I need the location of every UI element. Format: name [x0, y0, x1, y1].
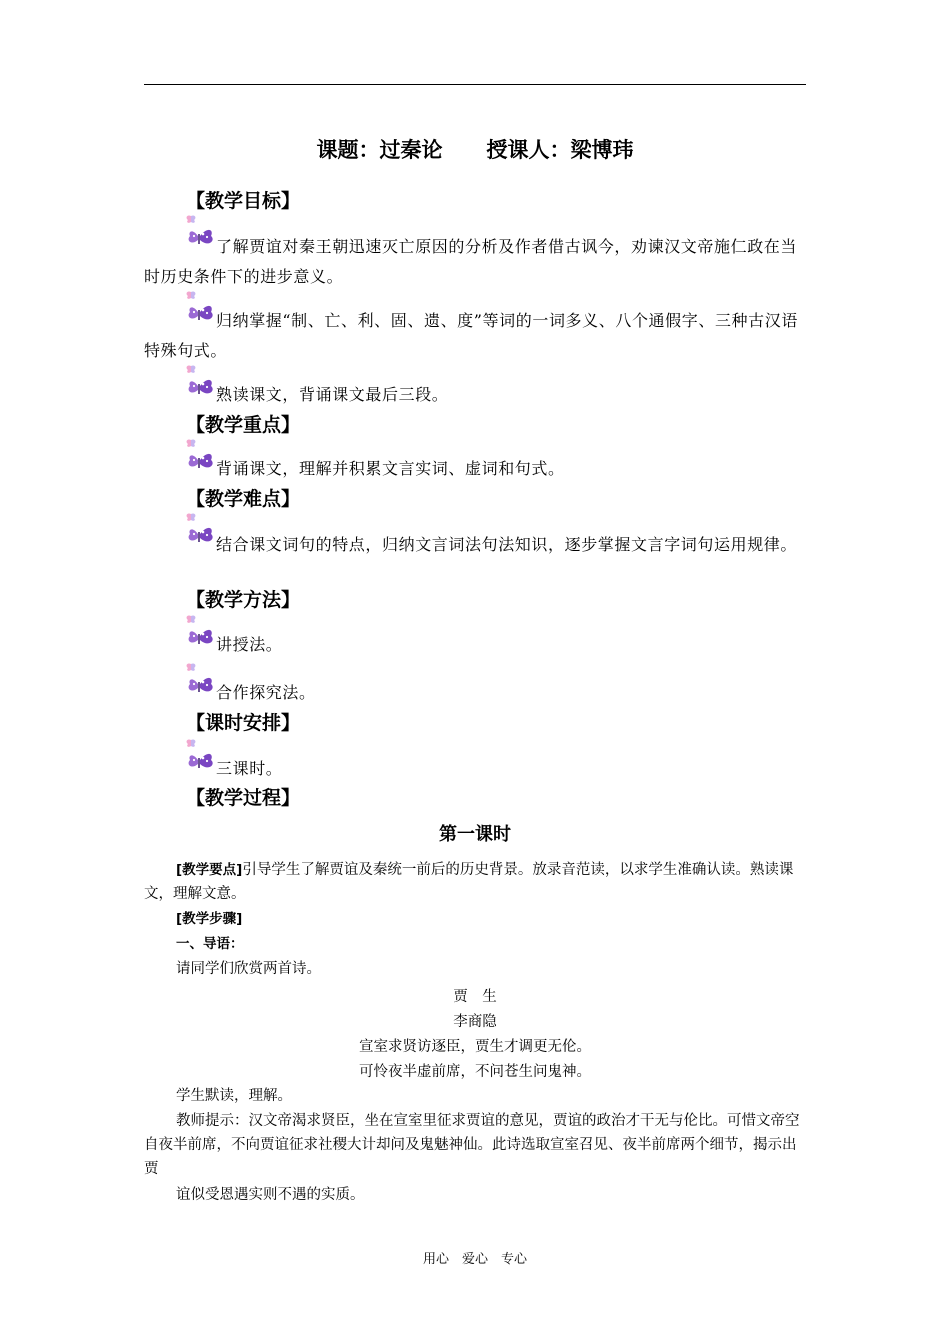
teacher-note: 教师提示：汉文帝渴求贤臣，坐在宣室里征求贾谊的意见，贾谊的政治才干无与伦比。可惜文帝空自夜半前席，不向贾谊征求社稷大计却问及鬼魅神仙。此诗选取宣室召见、夜半前席两个细节，揭示出贾 — [144, 1113, 800, 1177]
poem-line-1: 宣室求贤访逐臣，贾生才调更无伦。 — [359, 1039, 591, 1055]
butterfly-icon — [182, 614, 216, 652]
goal-item-3: 熟读课文，背诵课文最后三段。 — [144, 364, 806, 410]
heading-method: 【教学方法】 — [186, 589, 301, 611]
butterfly-icon — [182, 214, 216, 252]
butterfly-icon — [182, 738, 216, 776]
poem-title: 贾 生 — [453, 989, 497, 1005]
lesson-title: 第一课时 — [439, 824, 511, 845]
page-footer: 用心 爱心 专心 — [422, 1251, 527, 1266]
difficulty-item-1: 结合课文词句的特点，归纳文言词法句法知识，逐步掌握文言字词句运用规律。 — [144, 512, 806, 560]
heading-difficulty: 【教学难点】 — [186, 488, 301, 510]
heading-goals: 【教学目标】 — [186, 190, 301, 212]
method-item-1: 讲授法。 — [144, 614, 806, 660]
poem-author: 李商隐 — [453, 1014, 497, 1030]
topic: 课题：过秦论 — [316, 138, 443, 162]
page-title — [144, 134, 806, 164]
header-rule — [144, 84, 806, 85]
method-item-2: 合作探究法。 — [144, 662, 806, 708]
after-poem: 学生默读，理解。 — [176, 1088, 292, 1104]
heading-process: 【教学过程】 — [186, 787, 301, 809]
key-item-1: 背诵课文，理解并积累文言实词、虚词和句式。 — [144, 438, 806, 484]
intro-label: 一、导语： — [176, 936, 244, 952]
butterfly-icon — [182, 290, 216, 328]
teacher-note-cont: 谊似受恩遇实则不遇的实质。 — [176, 1187, 365, 1203]
goal-item-1: 了解贾谊对秦王朝迅速灭亡原因的分析及作者借古讽今，劝谏汉文帝施仁政在当时历史条件下的进步意义。 — [144, 214, 806, 292]
key-points: [教学要点]引导学生了解贾谊及秦统一前后的历史背景。放录音范读，以求学生准确认读。熟读课文，理解文意。 — [144, 862, 794, 902]
butterfly-icon — [182, 364, 216, 402]
heading-key: 【教学重点】 — [186, 414, 301, 436]
intro-text: 请同学们欣赏两首诗。 — [176, 961, 321, 977]
schedule-item-1: 三课时。 — [144, 738, 806, 784]
butterfly-icon — [182, 512, 216, 550]
butterfly-icon — [182, 662, 216, 700]
teacher: 授课人：梁博玮 — [486, 138, 634, 162]
butterfly-icon — [182, 438, 216, 476]
goal-item-2: 归纳掌握“制、亡、利、固、遗、度”等词的一词多义、八个通假字、三种古汉语特殊句式。 — [144, 290, 806, 366]
steps-label: [教学步骤] — [176, 911, 243, 927]
heading-schedule: 【课时安排】 — [186, 712, 301, 734]
poem-line-2: 可怜夜半虚前席，不问苍生问鬼神。 — [359, 1064, 591, 1080]
